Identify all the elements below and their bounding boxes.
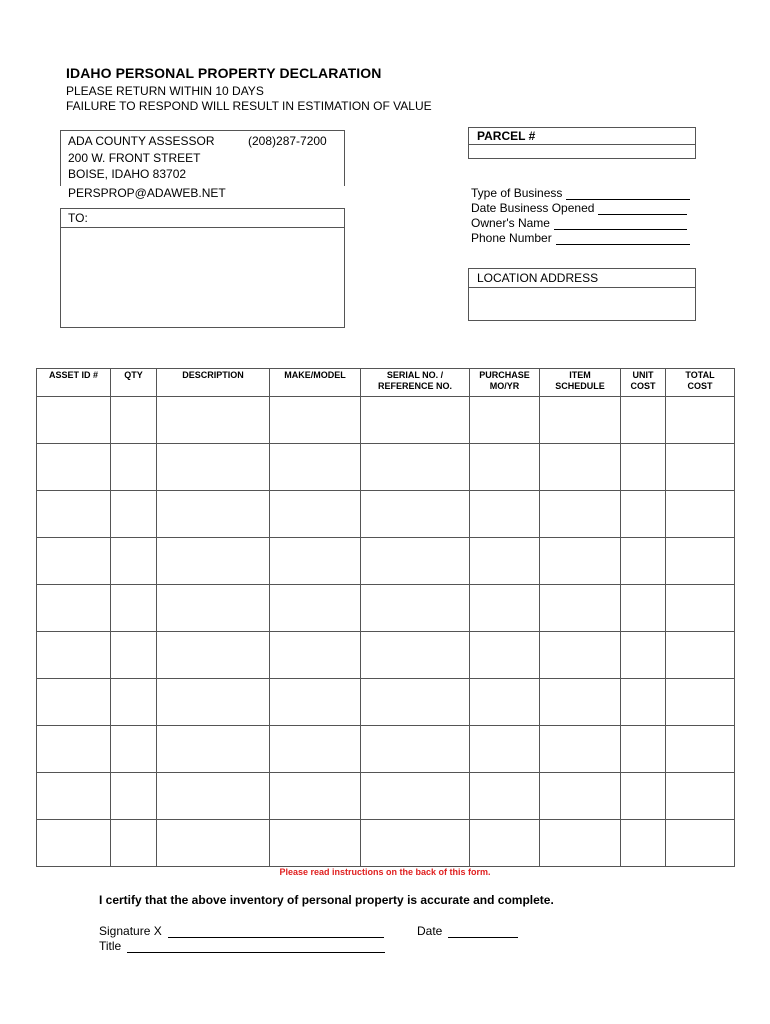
table-cell[interactable] [270, 585, 361, 632]
table-cell[interactable] [111, 773, 157, 820]
table-row [37, 773, 735, 820]
col-make-model: MAKE/MODEL [270, 369, 361, 397]
table-cell[interactable] [37, 538, 111, 585]
table-cell[interactable] [540, 820, 621, 867]
table-cell[interactable] [540, 726, 621, 773]
date-opened-field[interactable] [598, 203, 687, 215]
table-cell[interactable] [621, 773, 666, 820]
col-purchase-date: PURCHASE MO/YR [470, 369, 540, 397]
table-row [37, 679, 735, 726]
parcel-box[interactable] [468, 127, 696, 159]
table-cell[interactable] [111, 726, 157, 773]
assessor-name: ADA COUNTY ASSESSOR [68, 134, 215, 148]
table-cell[interactable] [270, 397, 361, 444]
table-cell[interactable] [621, 444, 666, 491]
table-cell[interactable] [111, 538, 157, 585]
table-row [37, 538, 735, 585]
table-cell[interactable] [470, 538, 540, 585]
table-cell[interactable] [270, 820, 361, 867]
table-cell[interactable] [157, 632, 270, 679]
table-cell[interactable] [157, 726, 270, 773]
table-cell[interactable] [540, 491, 621, 538]
table-cell[interactable] [470, 397, 540, 444]
table-cell[interactable] [157, 397, 270, 444]
table-cell[interactable] [470, 726, 540, 773]
table-cell[interactable] [666, 679, 735, 726]
table-cell[interactable] [361, 820, 470, 867]
table-cell[interactable] [666, 585, 735, 632]
table-cell[interactable] [470, 632, 540, 679]
table-cell[interactable] [666, 491, 735, 538]
date-label: Date [417, 924, 443, 938]
table-cell[interactable] [157, 491, 270, 538]
table-cell[interactable] [157, 444, 270, 491]
table-cell[interactable] [621, 679, 666, 726]
failure-warning: FAILURE TO RESPOND WILL RESULT IN ESTIMATION OF VALUE [66, 99, 432, 113]
location-address-box[interactable] [468, 268, 696, 321]
table-cell[interactable] [361, 726, 470, 773]
table-cell[interactable] [111, 820, 157, 867]
table-cell[interactable] [157, 538, 270, 585]
to-address-box[interactable] [60, 208, 345, 328]
owner-name-field[interactable] [554, 218, 687, 230]
table-cell[interactable] [111, 585, 157, 632]
table-cell[interactable] [666, 397, 735, 444]
location-divider [469, 287, 695, 288]
table-cell[interactable] [470, 585, 540, 632]
table-cell[interactable] [157, 773, 270, 820]
table-cell[interactable] [666, 632, 735, 679]
table-cell[interactable] [270, 491, 361, 538]
table-cell[interactable] [621, 585, 666, 632]
table-row [37, 726, 735, 773]
col-asset-id: ASSET ID # [37, 369, 111, 397]
table-cell[interactable] [270, 773, 361, 820]
location-address-label: LOCATION ADDRESS [477, 271, 599, 285]
table-cell[interactable] [37, 773, 111, 820]
table-cell[interactable] [470, 444, 540, 491]
date-opened-label: Date Business Opened [471, 201, 595, 215]
phone-number-field[interactable] [556, 233, 690, 245]
table-cell[interactable] [361, 538, 470, 585]
parcel-label: PARCEL # [477, 129, 536, 143]
table-cell[interactable] [111, 491, 157, 538]
table-cell[interactable] [540, 773, 621, 820]
signature-label: Signature X [99, 924, 162, 938]
table-cell[interactable] [37, 726, 111, 773]
table-row [37, 491, 735, 538]
col-item-schedule: ITEM SCHEDULE [540, 369, 621, 397]
col-qty: QTY [111, 369, 157, 397]
parcel-divider [469, 144, 695, 145]
table-cell[interactable] [621, 538, 666, 585]
table-cell[interactable] [470, 679, 540, 726]
table-row [37, 632, 735, 679]
signature-field[interactable] [168, 926, 384, 938]
table-cell[interactable] [621, 726, 666, 773]
col-total-cost: TOTAL COST [666, 369, 735, 397]
assessor-phone: (208)287-7200 [248, 134, 327, 148]
table-cell[interactable] [361, 444, 470, 491]
table-cell[interactable] [37, 491, 111, 538]
table-cell[interactable] [361, 679, 470, 726]
phone-number-label: Phone Number [471, 231, 552, 245]
table-cell[interactable] [361, 397, 470, 444]
type-of-business-row[interactable] [471, 186, 690, 200]
form-title: IDAHO PERSONAL PROPERTY DECLARATION [66, 65, 382, 81]
title-row[interactable] [99, 939, 385, 953]
to-header [61, 209, 344, 228]
owner-name-label: Owner's Name [471, 216, 550, 230]
table-cell[interactable] [37, 585, 111, 632]
asset-table-header [37, 369, 735, 397]
assessor-email: PERSPROP@ADAWEB.NET [68, 186, 226, 200]
table-cell[interactable] [361, 491, 470, 538]
table-cell[interactable] [157, 585, 270, 632]
table-cell[interactable] [270, 444, 361, 491]
phone-number-row[interactable] [471, 231, 690, 245]
table-cell[interactable] [270, 726, 361, 773]
table-cell[interactable] [540, 444, 621, 491]
table-row [37, 397, 735, 444]
table-cell[interactable] [621, 397, 666, 444]
table-cell[interactable] [157, 820, 270, 867]
table-cell[interactable] [540, 679, 621, 726]
table-cell[interactable] [111, 632, 157, 679]
certification-statement: I certify that the above inventory of personal property is accurate and complete. [99, 893, 554, 907]
table-cell[interactable] [621, 632, 666, 679]
table-cell[interactable] [666, 444, 735, 491]
table-cell[interactable] [37, 679, 111, 726]
table-cell[interactable] [470, 491, 540, 538]
table-cell[interactable] [621, 820, 666, 867]
table-cell[interactable] [666, 538, 735, 585]
table-row [37, 820, 735, 867]
table-cell[interactable] [470, 820, 540, 867]
return-instruction: PLEASE RETURN WITHIN 10 DAYS [66, 84, 264, 98]
table-cell[interactable] [157, 679, 270, 726]
title-label: Title [99, 939, 122, 953]
table-row [37, 585, 735, 632]
table-cell[interactable] [470, 773, 540, 820]
table-cell[interactable] [37, 397, 111, 444]
table-cell[interactable] [666, 820, 735, 867]
table-cell[interactable] [37, 444, 111, 491]
assessor-city: BOISE, IDAHO 83702 [68, 167, 187, 181]
date-row[interactable] [417, 924, 518, 938]
table-cell[interactable] [540, 585, 621, 632]
table-cell[interactable] [37, 632, 111, 679]
to-label: TO: [68, 211, 88, 225]
asset-table [36, 368, 735, 867]
table-cell[interactable] [270, 679, 361, 726]
title-field[interactable] [127, 941, 385, 953]
col-serial-no: SERIAL NO. / REFERENCE NO. [361, 369, 470, 397]
date-opened-row[interactable] [471, 201, 687, 215]
table-cell[interactable] [361, 632, 470, 679]
table-cell[interactable] [111, 679, 157, 726]
col-unit-cost: UNIT COST [621, 369, 666, 397]
col-description: DESCRIPTION [157, 369, 270, 397]
table-cell[interactable] [621, 491, 666, 538]
table-cell[interactable] [37, 820, 111, 867]
type-of-business-field[interactable] [566, 188, 690, 200]
table-cell[interactable] [361, 773, 470, 820]
table-cell[interactable] [540, 538, 621, 585]
table-cell[interactable] [361, 585, 470, 632]
date-field[interactable] [448, 926, 518, 938]
table-cell[interactable] [270, 538, 361, 585]
type-of-business-label: Type of Business [471, 186, 563, 200]
table-cell[interactable] [270, 632, 361, 679]
table-cell[interactable] [111, 444, 157, 491]
table-cell[interactable] [666, 726, 735, 773]
signature-row[interactable] [99, 924, 384, 938]
table-cell[interactable] [540, 632, 621, 679]
table-row [37, 444, 735, 491]
table-cell[interactable] [666, 773, 735, 820]
table-cell[interactable] [111, 397, 157, 444]
table-cell[interactable] [540, 397, 621, 444]
owner-name-row[interactable] [471, 216, 687, 230]
instructions-notice: Please read instructions on the back of this form. [279, 867, 491, 877]
assessor-street: 200 W. FRONT STREET [68, 151, 201, 165]
